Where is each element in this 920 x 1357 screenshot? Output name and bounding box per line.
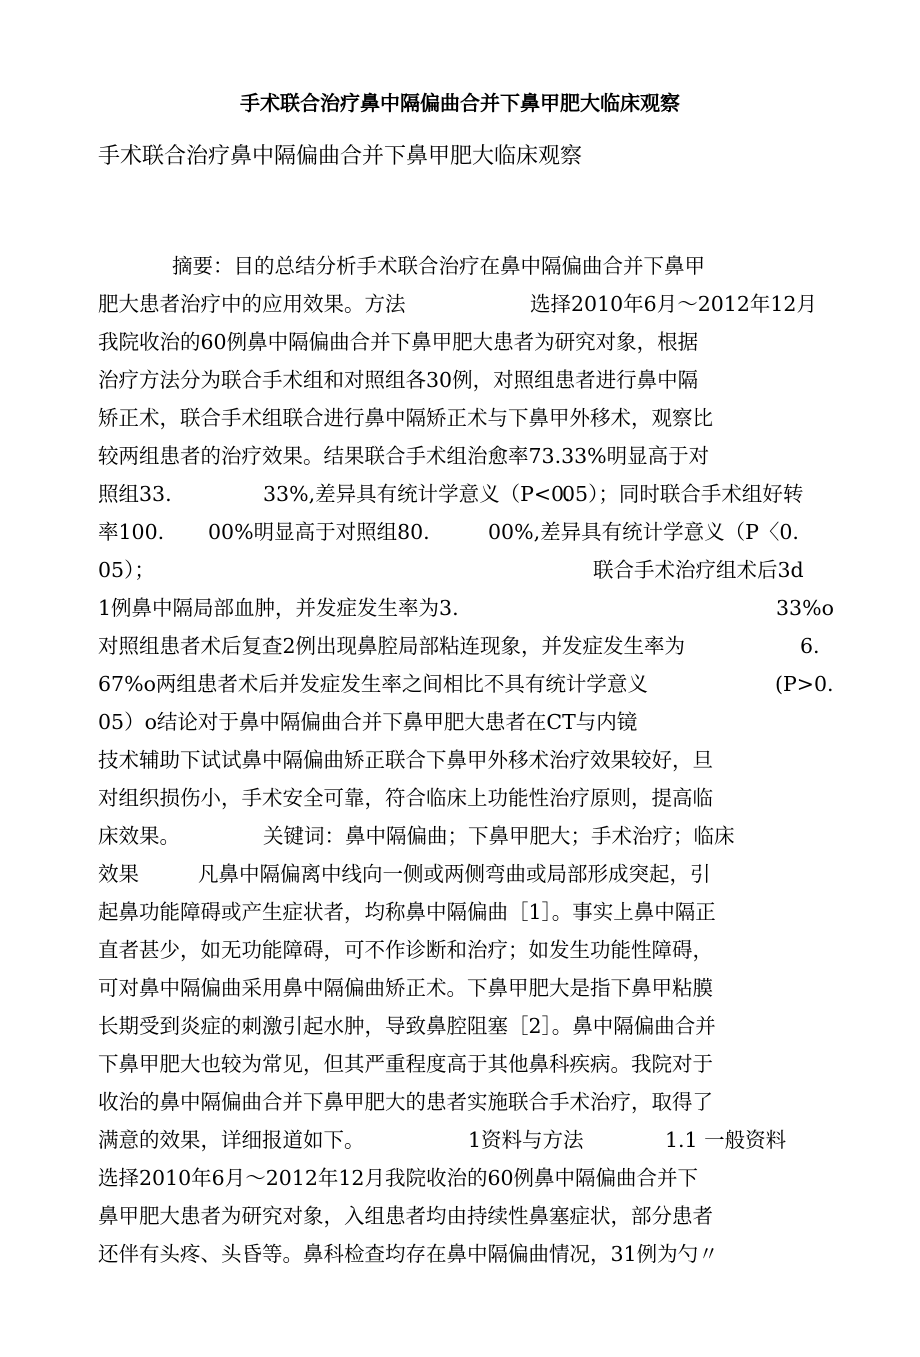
body-line-segment: 还伴有头疼、头昏等。鼻科检查均存在鼻中隔偏曲情况，31例为勺〃	[98, 1242, 719, 1266]
body-line-segment: 1.1 一般资料	[665, 1128, 787, 1152]
body-line-segment: 05）；	[98, 558, 155, 582]
body-line	[0, 784, 920, 812]
body-line	[0, 670, 920, 698]
body-line-segment: 直者甚少，如无功能障碍，可不作诊断和治疗；如发生功能性障碍，	[98, 938, 713, 962]
body-line	[0, 822, 920, 850]
body-line	[0, 366, 920, 394]
body-line-segment: 1例鼻中隔局部血肿，并发症发生率为3.	[98, 596, 459, 620]
body-line-segment: 矫正术，联合手术组联合进行鼻中隔矫正术与下鼻甲外移术，观察比	[98, 406, 713, 430]
body-line	[0, 1088, 920, 1116]
body-line-segment: 关键词：鼻中隔偏曲；下鼻甲肥大；手术治疗；临床	[263, 824, 735, 848]
body-line	[0, 936, 920, 964]
body-line	[0, 708, 920, 736]
body-line	[0, 746, 920, 774]
body-line-segment: 联合手术治疗组术后3d	[593, 558, 804, 582]
body-line-segment: 长期受到炎症的刺激引起水肿，导致鼻腔阻塞［2］。鼻中隔偏曲合并	[98, 1014, 716, 1038]
body-line	[0, 518, 920, 546]
body-line-segment: 收治的鼻中隔偏曲合并下鼻甲肥大的患者实施联合手术治疗，取得了	[98, 1090, 713, 1114]
body-line-segment: 对组织损伤小，手术安全可靠，符合临床上功能性治疗原则，提高临	[98, 786, 713, 810]
body-line-segment: 满意的效果，详细报道如下。	[98, 1128, 365, 1152]
body-line	[0, 860, 920, 888]
body-line-segment: 起鼻功能障碍或产生症状者，均称鼻中隔偏曲［1］。事实上鼻中隔正	[98, 900, 716, 924]
body-line	[0, 252, 920, 280]
body-line-segment: 床效果。	[98, 824, 180, 848]
body-line	[0, 442, 920, 470]
body-line-segment: 凡鼻中隔偏离中线向一侧或两侧弯曲或局部形成突起，引	[198, 862, 711, 886]
body-line	[0, 632, 920, 660]
body-line-segment: 00%明显高于对照组80.	[208, 520, 430, 544]
body-line-segment: 选择2010年6月～2012年12月	[530, 292, 817, 316]
body-line-segment: 05）o结论对于鼻中隔偏曲合并下鼻甲肥大患者在CT与内镜	[98, 710, 638, 734]
body-line-segment: (P>0.	[775, 672, 834, 696]
document-subtitle: 手术联合治疗鼻中隔偏曲合并下鼻甲肥大临床观察	[98, 144, 583, 169]
body-line-segment: 效果	[98, 862, 139, 886]
body-line	[0, 290, 920, 318]
body-line-segment: 治疗方法分为联合手术组和对照组各30例，对照组患者进行鼻中隔	[98, 368, 699, 392]
body-line-segment: 00%,差异具有统计学意义（P〈0.	[488, 520, 799, 544]
body-line-segment: 我院收治的60例鼻中隔偏曲合并下鼻甲肥大患者为研究对象，根据	[98, 330, 699, 354]
body-line	[0, 594, 920, 622]
body-line-segment: 可对鼻中隔偏曲采用鼻中隔偏曲矫正术。下鼻甲肥大是指下鼻甲粘膜	[98, 976, 713, 1000]
body-line-segment: 33%o	[776, 596, 834, 620]
document-title: 手术联合治疗鼻中隔偏曲合并下鼻甲肥大临床观察	[240, 91, 680, 115]
body-line-segment: 对照组患者术后复查2例出现鼻腔局部粘连现象，并发症发生率为	[98, 634, 686, 658]
body-line	[0, 556, 920, 584]
body-line-segment: 1资料与方法	[468, 1128, 584, 1152]
body-line-segment: 6.	[800, 634, 820, 658]
body-line-segment: 下鼻甲肥大也较为常见，但其严重程度高于其他鼻科疾病。我院对于	[98, 1052, 713, 1076]
body-line	[0, 898, 920, 926]
body-line-segment: 67%o两组患者术后并发症发生率之间相比不具有统计学意义	[98, 672, 648, 696]
body-line	[0, 1126, 920, 1154]
body-line	[0, 480, 920, 508]
body-line-segment: 技术辅助下试试鼻中隔偏曲矫正联合下鼻甲外移术治疗效果较好，旦	[98, 748, 713, 772]
body-line	[0, 404, 920, 432]
body-line	[0, 1012, 920, 1040]
body-line	[0, 328, 920, 356]
body-line-segment: 照组33.	[98, 482, 172, 506]
body-line	[0, 1164, 920, 1192]
body-line-segment: 率100.	[98, 520, 165, 544]
body-line	[0, 1240, 920, 1268]
body-line	[0, 1050, 920, 1078]
body-line-segment: 鼻甲肥大患者为研究对象，入组患者均由持续性鼻塞症状，部分患者	[98, 1204, 713, 1228]
body-line	[0, 1202, 920, 1230]
body-line-segment: 05）；同时联合手术组好转	[562, 482, 804, 506]
body-line-segment: 较两组患者的治疗效果。结果联合手术组治愈率73.33%明显高于对	[98, 444, 710, 468]
body-line-segment: 选择2010年6月～2012年12月我院收治的60例鼻中隔偏曲合并下	[98, 1166, 699, 1190]
body-line-segment: 摘要：目的总结分析手术联合治疗在鼻中隔偏曲合并下鼻甲	[172, 254, 705, 278]
body-line-segment: 肥大患者治疗中的应用效果。方法	[98, 292, 406, 316]
body-line-segment: 33%,差异具有统计学意义（P<0.	[263, 482, 571, 506]
body-line	[0, 974, 920, 1002]
